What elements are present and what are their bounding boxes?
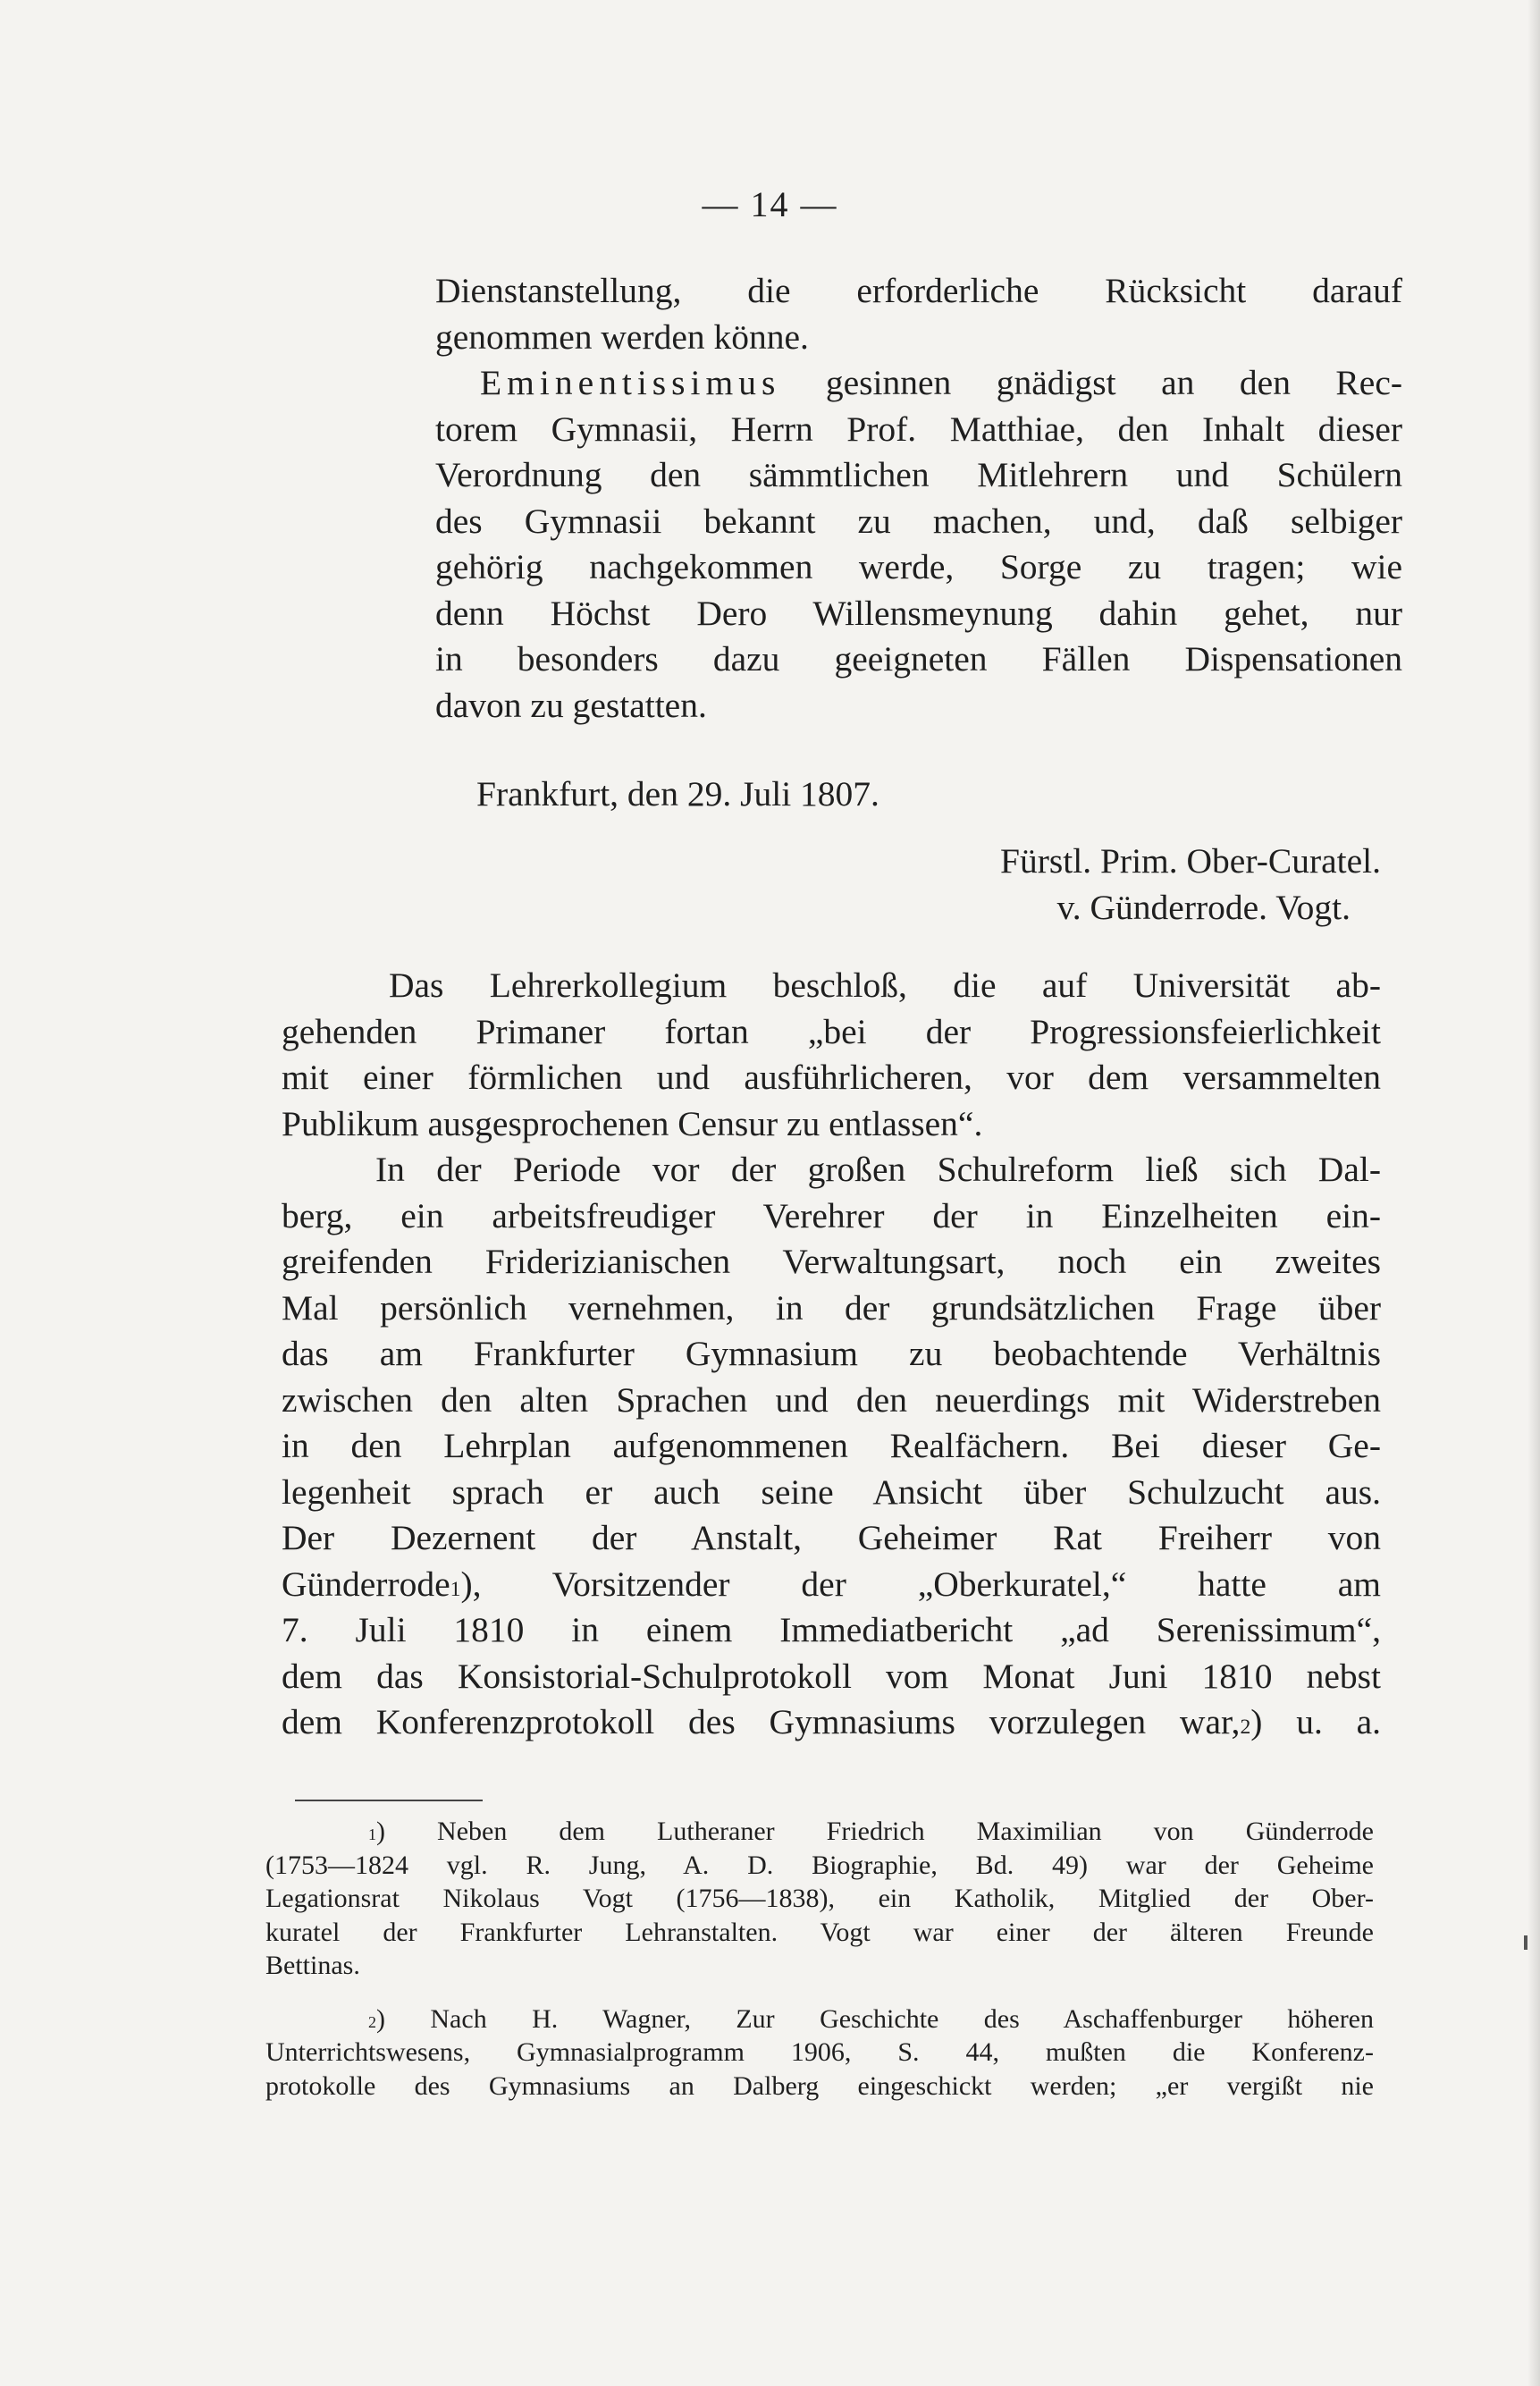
line-text: protokolle des Gymnasiums an Dalberg eingeschickt werden; „er vergißt nie bbox=[265, 2070, 1374, 2101]
decree-paragraph bbox=[435, 268, 1402, 729]
text-line bbox=[282, 1562, 1381, 1608]
line-text: des Gymnasii bekannt zu machen, und, daß selbiger bbox=[435, 501, 1402, 541]
line-text: das am Frankfurter Gymnasium zu beobachtende Verhältnis bbox=[282, 1334, 1381, 1373]
text-line bbox=[435, 407, 1402, 453]
footnote-marker: 1 bbox=[368, 1825, 376, 1843]
line-text: Das Lehrerkollegium beschloß, die auf Universität ab- bbox=[389, 965, 1381, 1005]
text-line bbox=[282, 1239, 1381, 1286]
footnote-2 bbox=[265, 2002, 1374, 2104]
text-line bbox=[265, 2002, 1374, 2036]
line-text: Der Dezernent der Anstalt, Geheimer Rat Freiherr von bbox=[282, 1518, 1381, 1557]
text-line bbox=[265, 1849, 1374, 1883]
text-line bbox=[282, 1009, 1381, 1056]
footnote-rule bbox=[295, 1800, 483, 1801]
text-line bbox=[282, 1470, 1381, 1516]
text-line bbox=[435, 315, 1402, 361]
line-text: berg, ein arbeitsfreudiger Verehrer der in Einzelheiten ein- bbox=[282, 1195, 1381, 1235]
line-text: kuratel der Frankfurter Lehranstalten. Vogt war einer der älteren Freunde bbox=[265, 1917, 1374, 1947]
text-line bbox=[435, 360, 1402, 407]
text-line bbox=[265, 1815, 1374, 1849]
text-line bbox=[435, 591, 1402, 637]
spaced-word: Eminentissimus bbox=[480, 363, 781, 402]
line-text-after: ), Vorsitzender der „Oberkuratel,“ hatte am bbox=[460, 1564, 1381, 1604]
signature-names: v. Günderrode. Vogt. bbox=[1056, 888, 1351, 927]
text-line bbox=[282, 1331, 1381, 1378]
line-text: Legationsrat Nikolaus Vogt (1756—1838), ein Katholik, Mitglied der Ober- bbox=[265, 1884, 1374, 1913]
footnote-gap bbox=[265, 1983, 1374, 2002]
signature-title: Fürstl. Prim. Ober-Curatel. bbox=[1000, 841, 1381, 881]
line-text: greifenden Friderizianischen Verwaltungsart, noch ein zweites bbox=[282, 1242, 1381, 1281]
line-text: Unterrichtswesens, Gymnasialprogramm 1906, S. 44, mußten die Konferenz- bbox=[265, 2037, 1374, 2067]
text-line bbox=[282, 1286, 1381, 1332]
line-text: Verordnung den sämmtlichen Mitlehrern und Schülern bbox=[435, 455, 1402, 494]
line-text: torem Gymnasii, Herrn Prof. Matthiae, den Inhalt dieser bbox=[435, 409, 1402, 449]
line-text: gehenden Primaner fortan „bei der Progressionsfeierlichkeit bbox=[282, 1011, 1381, 1051]
page-number: — 14 — bbox=[702, 184, 838, 224]
text-line bbox=[435, 499, 1402, 545]
text-line bbox=[282, 1055, 1381, 1101]
text-line bbox=[265, 1949, 1374, 1983]
line-text: Publikum ausgesprochenen Censur zu entlassen“. bbox=[282, 1103, 983, 1143]
line-text: Dienstanstellung, die erforderliche Rücksicht darauf bbox=[435, 271, 1402, 310]
footnotes bbox=[265, 1815, 1374, 2103]
line-text: In der Periode vor der großen Schulreform ließ sich Dal- bbox=[375, 1150, 1381, 1189]
text-line bbox=[282, 1101, 1381, 1148]
text-line bbox=[265, 1882, 1374, 1916]
text-line bbox=[435, 452, 1402, 499]
line-text: in besonders dazu geeigneten Fällen Dispensationen bbox=[435, 639, 1402, 679]
text-line bbox=[435, 544, 1402, 591]
text-line bbox=[282, 1193, 1381, 1240]
line-text: gehörig nachgekommen werde, Sorge zu tragen; wie bbox=[435, 547, 1402, 586]
line-text: dem das Konsistorial-Schulprotokoll vom Monat Juni 1810 nebst bbox=[282, 1656, 1381, 1696]
line-text: Mal persönlich vernehmen, in der grundsätzlichen Frage über bbox=[282, 1287, 1381, 1328]
text-line bbox=[282, 963, 1381, 1009]
line-text: Günderrode bbox=[282, 1564, 450, 1604]
text-line bbox=[282, 1378, 1381, 1424]
text-line bbox=[265, 2070, 1374, 2104]
line-text: (1753—1824 vgl. R. Jung, A. D. Biographie, Bd. 49) war der Geheime bbox=[265, 1850, 1374, 1880]
text-line bbox=[282, 1147, 1381, 1193]
text-line bbox=[282, 1654, 1381, 1700]
text-line bbox=[265, 2036, 1374, 2070]
line-text: zwischen den alten Sprachen und den neuerdings mit Widerstreben bbox=[282, 1379, 1381, 1420]
footnote-reference: 2 bbox=[1240, 1716, 1251, 1739]
text-line bbox=[435, 683, 1402, 729]
date-line: Frankfurt, den 29. Juli 1807. bbox=[476, 774, 879, 814]
body-paragraphs bbox=[282, 963, 1381, 1746]
line-text-after: ) u. a. bbox=[1250, 1702, 1381, 1741]
line-text: gesinnen gnädigst an den Rec- bbox=[780, 363, 1402, 402]
line-text: ) Nach H. Wagner, Zur Geschichte des Aschaffenburger höheren bbox=[376, 2003, 1374, 2034]
line-text: Bettinas. bbox=[265, 1951, 360, 1980]
line-text: denn Höchst Dero Willensmeynung dahin gehet, nur bbox=[435, 593, 1402, 633]
footnote-marker: 2 bbox=[368, 2012, 376, 2031]
text-line bbox=[282, 1607, 1381, 1654]
line-text: 7. Juli 1810 in einem Immediatbericht „ad Serenissimum“, bbox=[282, 1610, 1381, 1649]
text-line bbox=[282, 1515, 1381, 1562]
line-text: legenheit sprach er auch seine Ansicht über Schulzucht aus. bbox=[282, 1471, 1381, 1512]
line-text: in den Lehrplan aufgenommenen Realfächern. Bei dieser Ge- bbox=[282, 1426, 1381, 1465]
text-line bbox=[435, 268, 1402, 315]
line-text: ) Neben dem Lutheraner Friedrich Maximilian von Günderrode bbox=[376, 1817, 1374, 1846]
line-text: davon zu gestatten. bbox=[435, 685, 707, 725]
line-text: dem Konferenzprotokoll des Gymnasiums vorzulegen war, bbox=[282, 1702, 1241, 1741]
text-line bbox=[435, 637, 1402, 683]
text-line bbox=[265, 1916, 1374, 1950]
edge-mark bbox=[1524, 1935, 1527, 1950]
footnote-1 bbox=[265, 1815, 1374, 1983]
line-text: mit einer förmlichen und ausführlicheren, vor dem versammelten bbox=[282, 1058, 1381, 1097]
text-line bbox=[282, 1423, 1381, 1470]
page-edge-shadow bbox=[1527, 0, 1540, 2386]
text-line bbox=[282, 1699, 1381, 1746]
line-text: genommen werden könne. bbox=[435, 316, 809, 357]
footnote-reference: 1 bbox=[450, 1577, 461, 1601]
